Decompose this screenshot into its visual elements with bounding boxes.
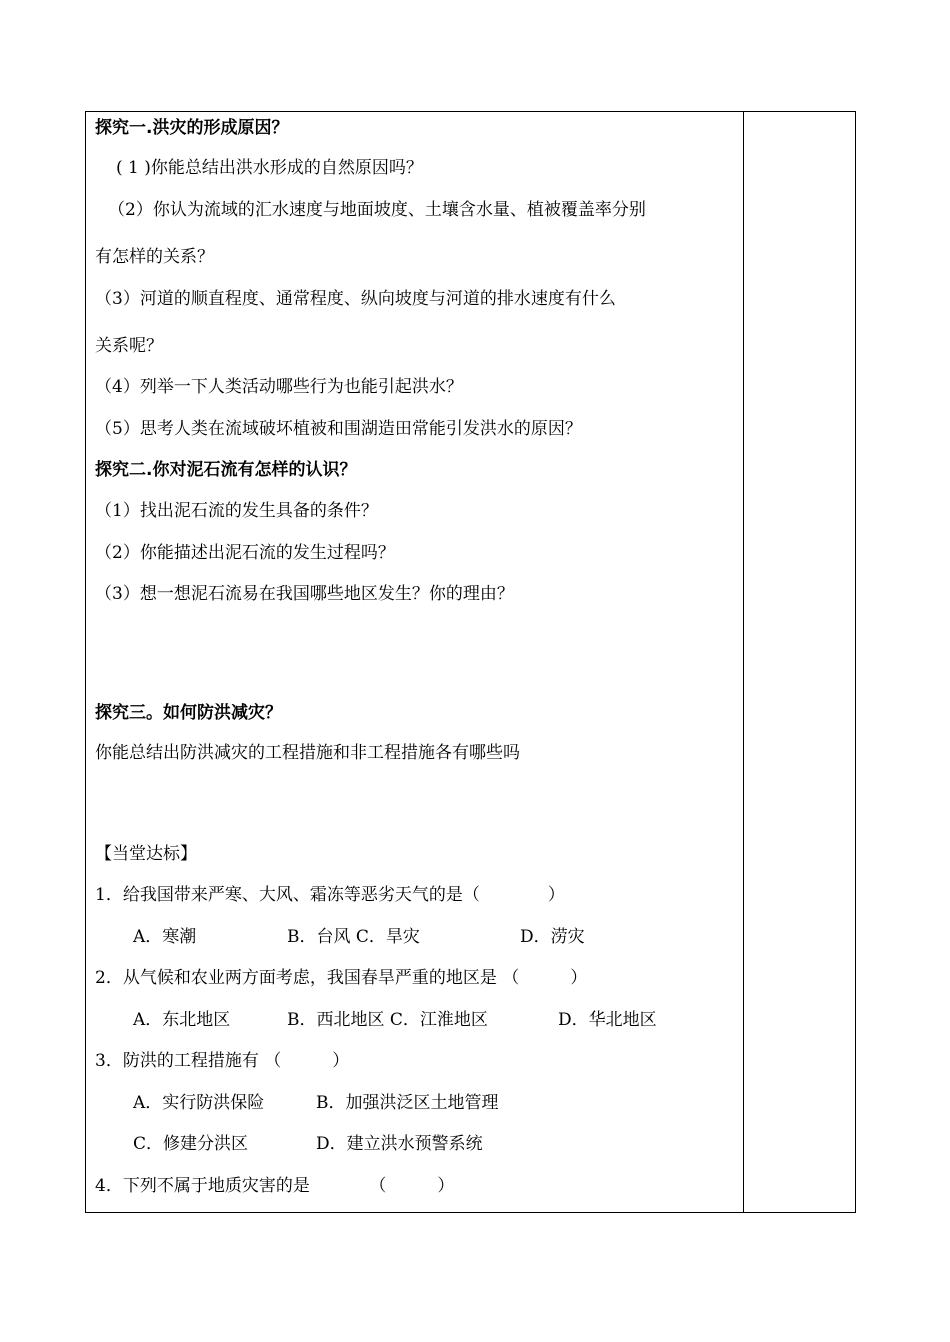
quiz-item-1-option-a: A．寒潮 (133, 927, 197, 947)
quiz-item-3-stem: 3．防洪的工程措施有 （ ） (95, 1051, 350, 1071)
section3-title: 探究三。如何防洪减灾？ (95, 703, 282, 723)
section1-question-2b: 有怎样的关系？ (95, 247, 214, 267)
section1-title: 探究一.洪灾的形成原因？ (95, 118, 289, 138)
section1-question-2a: （2）你认为流域的汇水速度与地面坡度、土壤含水量、植被覆盖率分别 (108, 200, 646, 220)
quiz-item-3-option-a: A．实行防洪保险 (133, 1093, 265, 1113)
quiz-item-1-option-bc: B．台风 C．旱灾 (287, 927, 420, 947)
quiz-item-3-option-b: B．加强洪泛区土地管理 (316, 1093, 499, 1113)
quiz-item-4-stem: 4．下列不属于地质灾害的是 （ ） (95, 1176, 455, 1196)
section1-question-3b: 关系呢？ (95, 336, 163, 356)
quiz-item-3-option-d: D．建立洪水预警系统 (316, 1134, 483, 1154)
column-divider (743, 111, 744, 1213)
quiz-heading: 【当堂达标】 (95, 844, 197, 864)
quiz-item-1-stem: 1．给我国带来严寒、大风、霜冻等恶劣天气的是（ ） (95, 885, 565, 905)
section3-question-1: 你能总结出防洪减灾的工程措施和非工程措施各有哪些吗 (95, 743, 520, 763)
worksheet-table (85, 111, 856, 1213)
section2-question-3: （3）想一想泥石流易在我国哪些地区发生？你的理由？ (95, 584, 514, 604)
section1-question-5: （5）思考人类在流域破坏植被和围湖造田常能引发洪水的原因？ (95, 419, 582, 439)
quiz-item-2-option-bc: B．西北地区 C．江淮地区 (287, 1010, 488, 1030)
quiz-item-2-option-a: A．东北地区 (133, 1010, 231, 1030)
section2-title: 探究二.你对泥石流有怎样的认识？ (95, 460, 357, 480)
section2-question-1: （1）找出泥石流的发生具备的条件？ (95, 501, 378, 521)
section1-question-1: ( 1 )你能总结出洪水形成的自然原因吗？ (116, 158, 423, 178)
section2-question-2: （2）你能描述出泥石流的发生过程吗？ (95, 543, 395, 563)
quiz-item-1-option-d: D．涝灾 (520, 927, 585, 947)
quiz-item-3-option-c: C．修建分洪区 (133, 1134, 249, 1154)
section1-question-3a: （3）河道的顺直程度、通常程度、纵向坡度与河道的排水速度有什么 (95, 289, 616, 309)
quiz-item-2-stem: 2．从气候和农业两方面考虑，我国春旱严重的地区是 （ ） (95, 968, 588, 988)
section1-question-4: （4）列举一下人类活动哪些行为也能引起洪水？ (95, 377, 463, 397)
quiz-item-2-option-d: D．华北地区 (558, 1010, 657, 1030)
